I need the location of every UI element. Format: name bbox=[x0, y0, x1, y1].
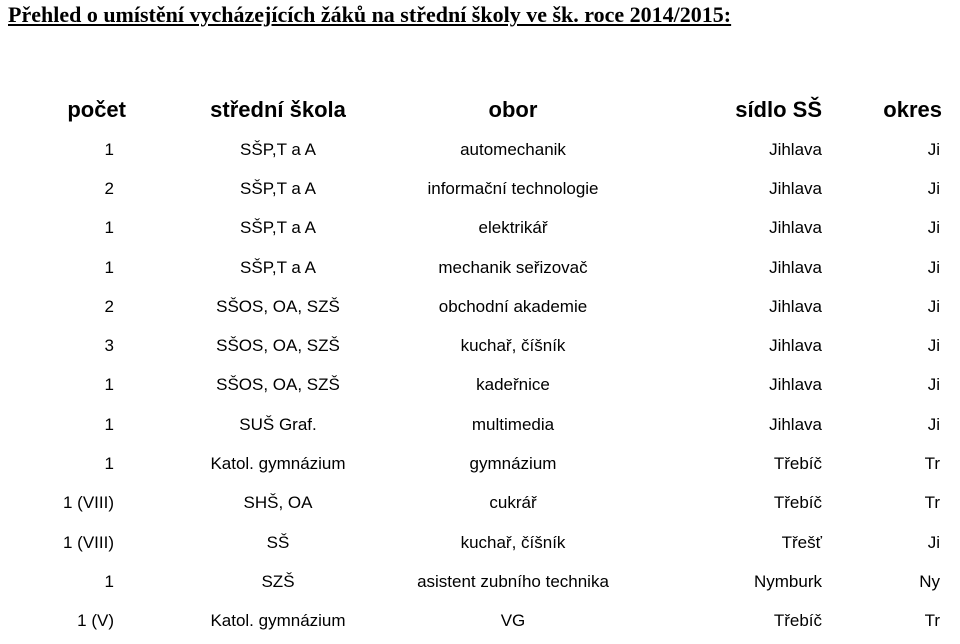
table-row bbox=[0, 562, 960, 601]
cell-count: 1 bbox=[104, 571, 114, 591]
cell-school: Katol. gymnázium bbox=[210, 454, 346, 474]
header-district: okres bbox=[883, 97, 942, 122]
cell-school: SŠOS, OA, SZŠ bbox=[216, 375, 340, 395]
table-row bbox=[0, 523, 960, 562]
cell-district: Ji bbox=[927, 139, 940, 159]
cell-school: SUŠ Graf. bbox=[239, 414, 317, 434]
cell-seat: Třebíč bbox=[773, 611, 822, 631]
table-row bbox=[0, 444, 960, 483]
cell-count: 1 bbox=[104, 454, 114, 474]
cell-district: Ji bbox=[927, 257, 940, 277]
cell-count: 1 (VIII) bbox=[62, 532, 114, 552]
cell-seat: Jihlava bbox=[769, 336, 822, 356]
header-count: počet bbox=[67, 97, 126, 122]
cell-count: 1 bbox=[104, 139, 114, 159]
table-row bbox=[0, 405, 960, 444]
table-row bbox=[0, 287, 960, 326]
table-row bbox=[0, 602, 960, 641]
cell-district: Ji bbox=[927, 296, 940, 316]
cell-count: 1 bbox=[104, 218, 114, 238]
table-body bbox=[0, 130, 960, 641]
table-row bbox=[0, 248, 960, 287]
placement-table bbox=[0, 90, 960, 641]
cell-school: SŠP,T a A bbox=[240, 178, 316, 198]
cell-field: cukrář bbox=[489, 493, 537, 513]
cell-school: SHŠ, OA bbox=[243, 493, 313, 513]
cell-field: VG bbox=[500, 611, 526, 631]
placement-table-container bbox=[0, 90, 960, 641]
cell-count: 2 bbox=[104, 296, 114, 316]
cell-seat: Jihlava bbox=[769, 257, 822, 277]
cell-field: informační technologie bbox=[427, 178, 599, 198]
cell-district: Ji bbox=[927, 178, 940, 198]
cell-seat: Jihlava bbox=[769, 375, 822, 395]
cell-school: SŠ bbox=[266, 532, 290, 552]
cell-school: SŠP,T a A bbox=[240, 139, 316, 159]
cell-seat: Jihlava bbox=[769, 139, 822, 159]
cell-field: multimedia bbox=[471, 414, 555, 434]
table-row bbox=[0, 209, 960, 248]
table-row bbox=[0, 366, 960, 405]
cell-field: obchodní akademie bbox=[438, 296, 588, 316]
cell-district: Ji bbox=[927, 336, 940, 356]
table-row bbox=[0, 484, 960, 523]
cell-field: kuchař, číšník bbox=[460, 336, 566, 356]
cell-seat: Jihlava bbox=[769, 414, 822, 434]
cell-count: 1 bbox=[104, 414, 114, 434]
table-row bbox=[0, 326, 960, 365]
cell-count: 1 (VIII) bbox=[62, 493, 114, 513]
table-row bbox=[0, 169, 960, 208]
cell-seat: Nymburk bbox=[753, 571, 822, 591]
cell-school: SŠP,T a A bbox=[240, 218, 316, 238]
table-row bbox=[0, 130, 960, 169]
cell-seat: Jihlava bbox=[769, 178, 822, 198]
cell-field: mechanik seřizovač bbox=[438, 257, 588, 277]
cell-count: 3 bbox=[104, 336, 114, 356]
cell-district: Tr bbox=[924, 493, 940, 513]
cell-seat: Třešť bbox=[781, 532, 822, 552]
cell-district: Tr bbox=[924, 611, 940, 631]
cell-school: SZŠ bbox=[261, 571, 295, 591]
cell-seat: Jihlava bbox=[769, 218, 822, 238]
cell-school: SŠOS, OA, SZŠ bbox=[216, 336, 340, 356]
cell-count: 1 bbox=[104, 375, 114, 395]
cell-district: Tr bbox=[924, 454, 940, 474]
cell-seat: Třebíč bbox=[773, 454, 822, 474]
cell-count: 1 bbox=[104, 257, 114, 277]
cell-school: SŠP,T a A bbox=[240, 257, 316, 277]
header-field: obor bbox=[488, 97, 538, 122]
cell-field: asistent zubního technika bbox=[417, 571, 609, 591]
cell-district: Ny bbox=[919, 571, 940, 591]
cell-school: SŠOS, OA, SZŠ bbox=[216, 296, 340, 316]
cell-seat: Třebíč bbox=[773, 493, 822, 513]
cell-district: Ji bbox=[927, 532, 940, 552]
header-school: střední škola bbox=[210, 97, 346, 122]
cell-district: Ji bbox=[927, 375, 940, 395]
cell-field: automechanik bbox=[460, 139, 566, 159]
cell-field: kadeřnice bbox=[476, 375, 550, 395]
cell-count: 1 (V) bbox=[77, 611, 114, 631]
cell-district: Ji bbox=[927, 218, 940, 238]
header-seat: sídlo SŠ bbox=[735, 97, 822, 122]
cell-field: elektrikář bbox=[478, 218, 548, 238]
table-header-row bbox=[0, 90, 960, 130]
cell-school: Katol. gymnázium bbox=[210, 611, 346, 631]
cell-count: 2 bbox=[104, 178, 114, 198]
page-title: Přehled o umístění vycházejících žáků na střední školy ve šk. roce 2014/2015: bbox=[8, 2, 732, 27]
cell-field: kuchař, číšník bbox=[460, 532, 566, 552]
cell-seat: Jihlava bbox=[769, 296, 822, 316]
cell-district: Ji bbox=[927, 414, 940, 434]
cell-field: gymnázium bbox=[469, 454, 557, 474]
